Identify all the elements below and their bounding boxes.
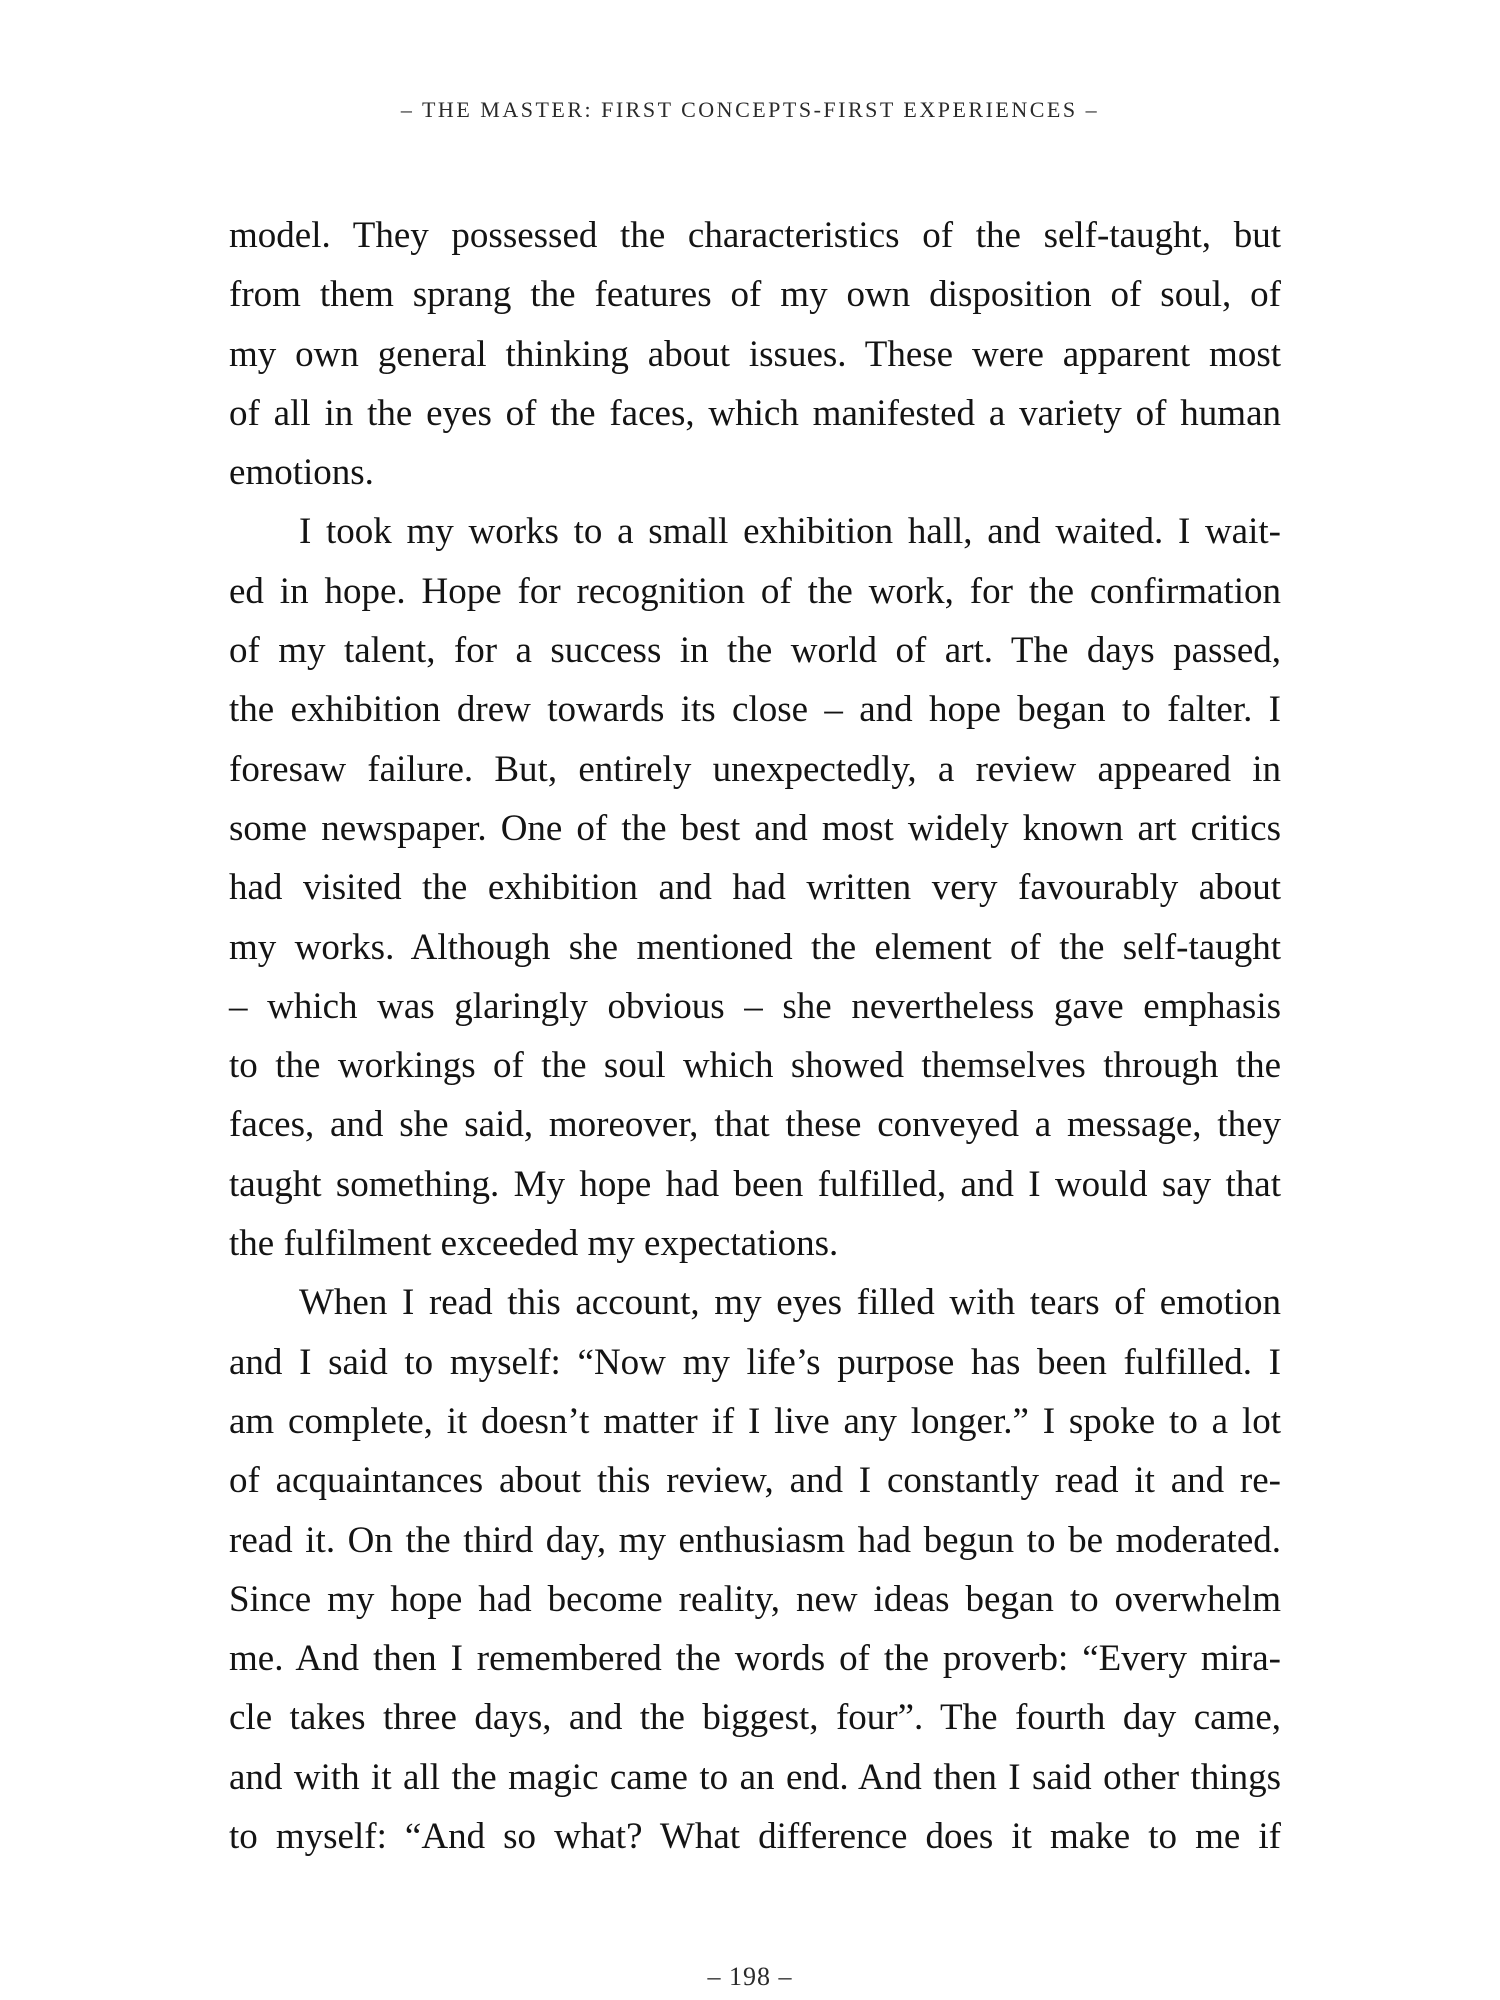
text-line: to the workings of the soul which showed themselves through the [229,1045,1281,1087]
paragraph-3 [229,1273,1281,1866]
text-line: and with it all the magic came to an end. And then I said other things [229,1756,1281,1798]
text-line: the fulfilment exceeded my expectations. [229,1223,839,1265]
text-line: some newspaper. One of the best and most widely known art critics [229,807,1281,849]
text-line: read it. On the third day, my enthusiasm had begun to be moderated. [229,1519,1281,1561]
text-line: my works. Although she mentioned the element of the self-taught [229,926,1281,968]
text-line: faces, and she said, moreover, that these conveyed a message, they [229,1104,1281,1146]
text-line: and I said to myself: “Now my life’s purpose has been fulfilled. I [229,1341,1281,1383]
text-line: I took my works to a small exhibition hall, and waited. I wait- [299,511,1281,553]
text-line: of acquaintances about this review, and I constantly read it and re- [229,1460,1281,1502]
text-line: from them sprang the features of my own disposition of soul, of [229,274,1281,316]
text-line: am complete, it doesn’t matter if I live any longer.” I spoke to a lot [229,1400,1281,1442]
paragraph-1 [229,206,1281,502]
text-line: had visited the exhibition and had written very favourably about [229,867,1281,909]
text-line: taught something. My hope had been fulfilled, and I would say that [229,1163,1281,1205]
text-line: – which was glaringly obvious – she nevertheless gave emphasis [229,985,1281,1027]
paragraph-2 [229,502,1281,1273]
text-line: to myself: “And so what? What difference does it make to me if [229,1816,1281,1858]
text-line: me. And then I remembered the words of the proverb: “Every mira- [229,1638,1281,1680]
body-text [229,206,1281,1866]
text-line: ed in hope. Hope for recognition of the work, for the confirmation [229,570,1281,612]
text-line: emotions. [229,452,374,494]
text-line: of all in the eyes of the faces, which manifested a variety of human [229,392,1281,434]
text-line: When I read this account, my eyes filled with tears of emotion [299,1282,1281,1324]
text-line: foresaw failure. But, entirely unexpectedly, a review appeared in [229,748,1281,790]
text-line: model. They possessed the characteristics of the self-taught, but [229,215,1281,256]
page-number: – 198 – [707,1962,793,1991]
text-line: Since my hope had become reality, new ideas began to overwhelm [229,1578,1281,1620]
text-line: of my talent, for a success in the world of art. The days passed, [229,630,1281,672]
text-line: cle takes three days, and the biggest, four”. The fourth day came, [229,1697,1281,1739]
running-header: – THE MASTER: FIRST CONCEPTS-FIRST EXPERIENCES – [400,97,1100,122]
text-line: my own general thinking about issues. These were apparent most [229,333,1281,375]
text-line: the exhibition drew towards its close – and hope began to falter. I [229,689,1281,731]
